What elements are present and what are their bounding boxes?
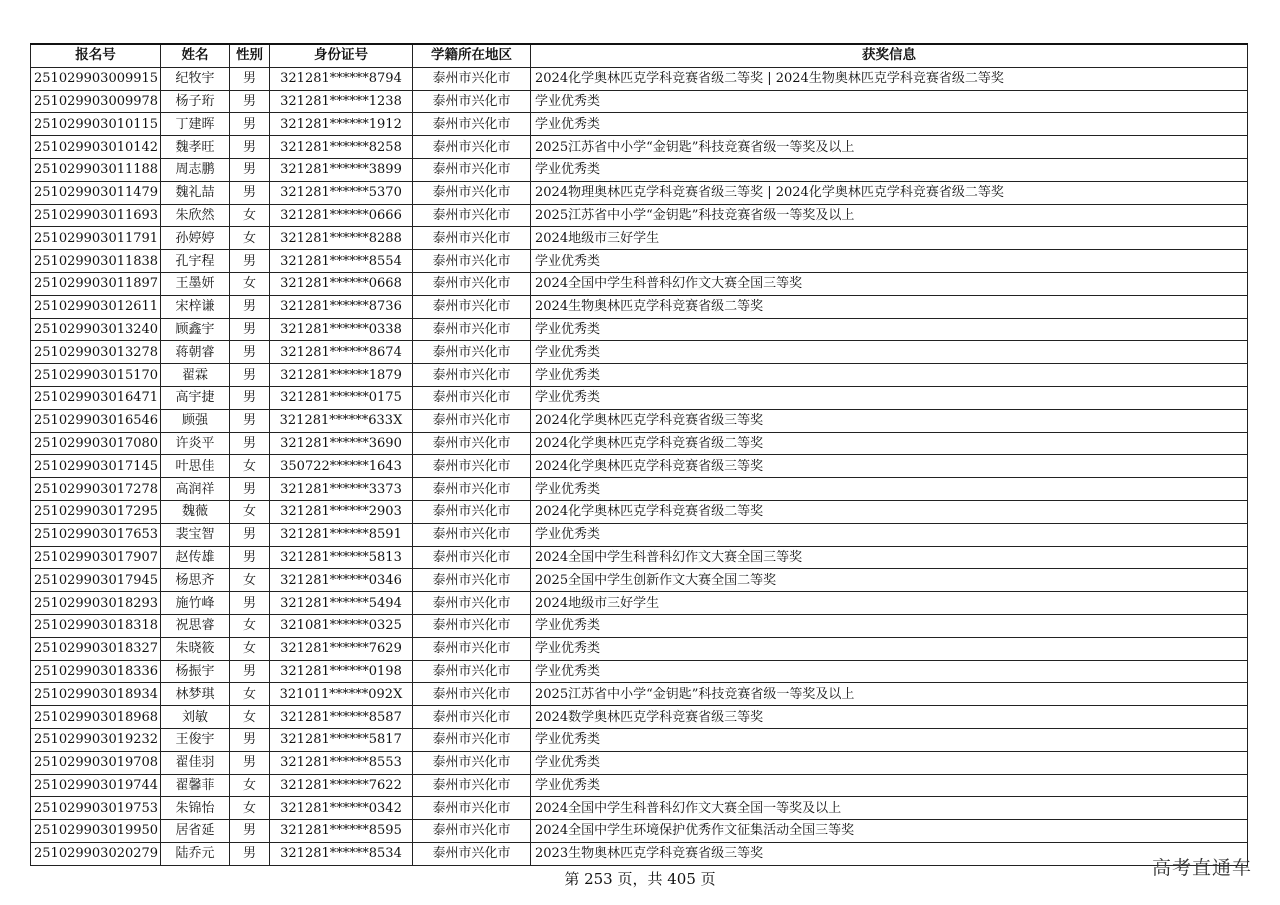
region-cell: 泰州市兴化市 <box>413 455 531 478</box>
registration-number-cell: 251029903018968 <box>31 706 161 729</box>
header-row <box>31 44 1248 67</box>
table-body <box>31 67 1248 865</box>
registration-number-cell: 251029903019232 <box>31 728 161 751</box>
award-info-cell: 学业优秀类 <box>531 318 1248 341</box>
award-info-cell: 2024数学奥林匹克学科竞赛省级三等奖 <box>531 706 1248 729</box>
table-row <box>31 842 1248 865</box>
gender-cell: 男 <box>230 546 270 569</box>
name-cell: 孙婷婷 <box>161 227 230 250</box>
id-card-cell: 321281******3899 <box>270 158 413 181</box>
region-cell: 泰州市兴化市 <box>413 478 531 501</box>
award-info-cell: 学业优秀类 <box>531 158 1248 181</box>
gender-cell: 男 <box>230 250 270 273</box>
gender-cell: 男 <box>230 478 270 501</box>
award-info-cell: 2024物理奥林匹克学科竞赛省级三等奖 | 2024化学奥林匹克学科竞赛省级二等奖 <box>531 181 1248 204</box>
region-cell: 泰州市兴化市 <box>413 318 531 341</box>
gender-cell: 女 <box>230 683 270 706</box>
region-cell: 泰州市兴化市 <box>413 295 531 318</box>
gender-cell: 女 <box>230 706 270 729</box>
gender-cell: 女 <box>230 774 270 797</box>
id-card-cell: 321281******2903 <box>270 500 413 523</box>
id-card-cell: 321281******8674 <box>270 341 413 364</box>
header-name: 姓名 <box>161 44 230 67</box>
gender-cell: 女 <box>230 569 270 592</box>
region-cell: 泰州市兴化市 <box>413 409 531 432</box>
id-card-cell: 321281******0668 <box>270 272 413 295</box>
region-cell: 泰州市兴化市 <box>413 113 531 136</box>
gender-cell: 男 <box>230 295 270 318</box>
gender-cell: 女 <box>230 614 270 637</box>
table-row <box>31 204 1248 227</box>
gender-cell: 男 <box>230 592 270 615</box>
gender-cell: 男 <box>230 341 270 364</box>
award-info-cell: 学业优秀类 <box>531 113 1248 136</box>
award-info-cell: 2024全国中学生环境保护优秀作文征集活动全国三等奖 <box>531 820 1248 843</box>
id-card-cell: 321011******092X <box>270 683 413 706</box>
name-cell: 居省延 <box>161 820 230 843</box>
region-cell: 泰州市兴化市 <box>413 683 531 706</box>
name-cell: 王墨妍 <box>161 272 230 295</box>
header-region: 学籍所在地区 <box>413 44 531 67</box>
region-cell: 泰州市兴化市 <box>413 569 531 592</box>
gender-cell: 男 <box>230 386 270 409</box>
registration-number-cell: 251029903011188 <box>31 158 161 181</box>
gender-cell: 女 <box>230 455 270 478</box>
name-cell: 顾鑫宇 <box>161 318 230 341</box>
table-header <box>31 44 1248 67</box>
award-info-cell: 学业优秀类 <box>531 728 1248 751</box>
region-cell: 泰州市兴化市 <box>413 614 531 637</box>
id-card-cell: 321281******5494 <box>270 592 413 615</box>
table-row <box>31 546 1248 569</box>
region-cell: 泰州市兴化市 <box>413 728 531 751</box>
id-card-cell: 321281******8794 <box>270 67 413 90</box>
award-info-cell: 2024化学奥林匹克学科竞赛省级二等奖 <box>531 432 1248 455</box>
gender-cell: 男 <box>230 318 270 341</box>
award-info-cell: 2024化学奥林匹克学科竞赛省级二等奖 <box>531 500 1248 523</box>
table-row <box>31 295 1248 318</box>
table-row <box>31 523 1248 546</box>
region-cell: 泰州市兴化市 <box>413 523 531 546</box>
table-row <box>31 364 1248 387</box>
award-info-cell: 学业优秀类 <box>531 523 1248 546</box>
table-row <box>31 113 1248 136</box>
gender-cell: 女 <box>230 637 270 660</box>
award-info-cell: 学业优秀类 <box>531 637 1248 660</box>
registration-number-cell: 251029903015170 <box>31 364 161 387</box>
header-gender: 性别 <box>230 44 270 67</box>
table-row <box>31 250 1248 273</box>
table-row <box>31 158 1248 181</box>
table-row <box>31 318 1248 341</box>
region-cell: 泰州市兴化市 <box>413 751 531 774</box>
id-card-cell: 321281******0342 <box>270 797 413 820</box>
name-cell: 顾强 <box>161 409 230 432</box>
name-cell: 赵传雄 <box>161 546 230 569</box>
id-card-cell: 321281******0666 <box>270 204 413 227</box>
award-info-cell: 学业优秀类 <box>531 250 1248 273</box>
registration-number-cell: 251029903012611 <box>31 295 161 318</box>
name-cell: 祝思睿 <box>161 614 230 637</box>
award-info-cell: 2024化学奥林匹克学科竞赛省级三等奖 <box>531 455 1248 478</box>
watermark: 高考直通车 <box>1151 857 1252 879</box>
award-info-cell: 2025江苏省中小学“金钥匙”科技竞赛省级一等奖及以上 <box>531 136 1248 159</box>
name-cell: 朱欣然 <box>161 204 230 227</box>
name-cell: 孔宇程 <box>161 250 230 273</box>
name-cell: 朱晓筱 <box>161 637 230 660</box>
award-info-cell: 2025江苏省中小学“金钥匙”科技竞赛省级一等奖及以上 <box>531 683 1248 706</box>
name-cell: 魏礼喆 <box>161 181 230 204</box>
id-card-cell: 321281******8534 <box>270 842 413 865</box>
award-info-cell: 2025全国中学生创新作文大赛全国二等奖 <box>531 569 1248 592</box>
table-row <box>31 614 1248 637</box>
id-card-cell: 321281******7622 <box>270 774 413 797</box>
award-info-cell: 2024化学奥林匹克学科竞赛省级二等奖 | 2024生物奥林匹克学科竞赛省级二等奖 <box>531 67 1248 90</box>
table-row <box>31 728 1248 751</box>
registration-number-cell: 251029903011791 <box>31 227 161 250</box>
award-info-cell: 2024地级市三好学生 <box>531 592 1248 615</box>
registration-number-cell: 251029903011838 <box>31 250 161 273</box>
award-info-cell: 2024全国中学生科普科幻作文大赛全国三等奖 <box>531 546 1248 569</box>
registration-number-cell: 251029903011897 <box>31 272 161 295</box>
region-cell: 泰州市兴化市 <box>413 158 531 181</box>
award-info-cell: 学业优秀类 <box>531 751 1248 774</box>
gender-cell: 女 <box>230 500 270 523</box>
table-row <box>31 432 1248 455</box>
region-cell: 泰州市兴化市 <box>413 592 531 615</box>
id-card-cell: 321281******8553 <box>270 751 413 774</box>
registration-number-cell: 251029903009915 <box>31 67 161 90</box>
gender-cell: 男 <box>230 158 270 181</box>
registration-number-cell: 251029903018336 <box>31 660 161 683</box>
id-card-cell: 321281******1238 <box>270 90 413 113</box>
award-info-cell: 2024化学奥林匹克学科竞赛省级三等奖 <box>531 409 1248 432</box>
id-card-cell: 321281******8595 <box>270 820 413 843</box>
id-card-cell: 350722******1643 <box>270 455 413 478</box>
registration-number-cell: 251029903019950 <box>31 820 161 843</box>
registration-number-cell: 251029903010142 <box>31 136 161 159</box>
name-cell: 刘敏 <box>161 706 230 729</box>
name-cell: 宋梓谦 <box>161 295 230 318</box>
award-info-cell: 学业优秀类 <box>531 478 1248 501</box>
id-card-cell: 321081******0325 <box>270 614 413 637</box>
table-row <box>31 136 1248 159</box>
id-card-cell: 321281******0175 <box>270 386 413 409</box>
id-card-cell: 321281******3690 <box>270 432 413 455</box>
registration-number-cell: 251029903011479 <box>31 181 161 204</box>
region-cell: 泰州市兴化市 <box>413 660 531 683</box>
table-row <box>31 67 1248 90</box>
region-cell: 泰州市兴化市 <box>413 842 531 865</box>
name-cell: 施竹峰 <box>161 592 230 615</box>
award-info-cell: 2024全国中学生科普科幻作文大赛全国三等奖 <box>531 272 1248 295</box>
table-row <box>31 90 1248 113</box>
registration-number-cell: 251029903019753 <box>31 797 161 820</box>
name-cell: 林梦琪 <box>161 683 230 706</box>
id-card-cell: 321281******633X <box>270 409 413 432</box>
registration-number-cell: 251029903017907 <box>31 546 161 569</box>
region-cell: 泰州市兴化市 <box>413 637 531 660</box>
name-cell: 叶思佳 <box>161 455 230 478</box>
name-cell: 翟馨菲 <box>161 774 230 797</box>
id-card-cell: 321281******8258 <box>270 136 413 159</box>
name-cell: 魏薇 <box>161 500 230 523</box>
table-row <box>31 272 1248 295</box>
gender-cell: 男 <box>230 728 270 751</box>
id-card-cell: 321281******0338 <box>270 318 413 341</box>
gender-cell: 女 <box>230 204 270 227</box>
name-cell: 许炎平 <box>161 432 230 455</box>
table-row <box>31 592 1248 615</box>
award-info-cell: 2024全国中学生科普科幻作文大赛全国一等奖及以上 <box>531 797 1248 820</box>
name-cell: 翟霖 <box>161 364 230 387</box>
name-cell: 裴宝智 <box>161 523 230 546</box>
registration-number-cell: 251029903017945 <box>31 569 161 592</box>
registration-number-cell: 251029903020279 <box>31 842 161 865</box>
gender-cell: 男 <box>230 67 270 90</box>
table-row <box>31 774 1248 797</box>
table-row <box>31 227 1248 250</box>
id-card-cell: 321281******1879 <box>270 364 413 387</box>
id-card-cell: 321281******8591 <box>270 523 413 546</box>
region-cell: 泰州市兴化市 <box>413 250 531 273</box>
region-cell: 泰州市兴化市 <box>413 90 531 113</box>
registration-number-cell: 251029903017278 <box>31 478 161 501</box>
registration-number-cell: 251029903018327 <box>31 637 161 660</box>
registration-number-cell: 251029903009978 <box>31 90 161 113</box>
name-cell: 杨子珩 <box>161 90 230 113</box>
id-card-cell: 321281******5813 <box>270 546 413 569</box>
table-row <box>31 820 1248 843</box>
id-card-cell: 321281******8587 <box>270 706 413 729</box>
registration-number-cell: 251029903017295 <box>31 500 161 523</box>
gender-cell: 男 <box>230 523 270 546</box>
award-info-cell: 2023生物奥林匹克学科竞赛省级三等奖 <box>531 842 1248 865</box>
region-cell: 泰州市兴化市 <box>413 272 531 295</box>
registration-number-cell: 251029903013278 <box>31 341 161 364</box>
gender-cell: 男 <box>230 432 270 455</box>
gender-cell: 男 <box>230 136 270 159</box>
award-info-cell: 2025江苏省中小学“金钥匙”科技竞赛省级一等奖及以上 <box>531 204 1248 227</box>
table-row <box>31 455 1248 478</box>
gender-cell: 男 <box>230 90 270 113</box>
region-cell: 泰州市兴化市 <box>413 341 531 364</box>
id-card-cell: 321281******0346 <box>270 569 413 592</box>
registration-number-cell: 251029903019708 <box>31 751 161 774</box>
gender-cell: 男 <box>230 113 270 136</box>
id-card-cell: 321281******0198 <box>270 660 413 683</box>
gender-cell: 男 <box>230 181 270 204</box>
id-card-cell: 321281******7629 <box>270 637 413 660</box>
registration-number-cell: 251029903017080 <box>31 432 161 455</box>
region-cell: 泰州市兴化市 <box>413 774 531 797</box>
header-award-info: 获奖信息 <box>531 44 1248 67</box>
gender-cell: 男 <box>230 751 270 774</box>
table-row <box>31 478 1248 501</box>
region-cell: 泰州市兴化市 <box>413 181 531 204</box>
region-cell: 泰州市兴化市 <box>413 706 531 729</box>
table-row <box>31 797 1248 820</box>
id-card-cell: 321281******8288 <box>270 227 413 250</box>
awards-table <box>30 43 1248 866</box>
award-info-cell: 学业优秀类 <box>531 614 1248 637</box>
id-card-cell: 321281******3373 <box>270 478 413 501</box>
registration-number-cell: 251029903018318 <box>31 614 161 637</box>
gender-cell: 女 <box>230 797 270 820</box>
registration-number-cell: 251029903010115 <box>31 113 161 136</box>
header-id-card: 身份证号 <box>270 44 413 67</box>
registration-number-cell: 251029903019744 <box>31 774 161 797</box>
name-cell: 周志鹏 <box>161 158 230 181</box>
id-card-cell: 321281******8554 <box>270 250 413 273</box>
registration-number-cell: 251029903017653 <box>31 523 161 546</box>
table-row <box>31 660 1248 683</box>
registration-number-cell: 251029903016546 <box>31 409 161 432</box>
table-row <box>31 341 1248 364</box>
region-cell: 泰州市兴化市 <box>413 432 531 455</box>
award-info-cell: 学业优秀类 <box>531 90 1248 113</box>
registration-number-cell: 251029903011693 <box>31 204 161 227</box>
name-cell: 魏孝旺 <box>161 136 230 159</box>
region-cell: 泰州市兴化市 <box>413 136 531 159</box>
name-cell: 高润祥 <box>161 478 230 501</box>
region-cell: 泰州市兴化市 <box>413 227 531 250</box>
table-row <box>31 683 1248 706</box>
table-row <box>31 409 1248 432</box>
table-row <box>31 500 1248 523</box>
award-info-cell: 学业优秀类 <box>531 386 1248 409</box>
region-cell: 泰州市兴化市 <box>413 500 531 523</box>
gender-cell: 男 <box>230 364 270 387</box>
region-cell: 泰州市兴化市 <box>413 820 531 843</box>
award-info-cell: 2024生物奥林匹克学科竞赛省级二等奖 <box>531 295 1248 318</box>
name-cell: 翟佳羽 <box>161 751 230 774</box>
registration-number-cell: 251029903013240 <box>31 318 161 341</box>
registration-number-cell: 251029903018293 <box>31 592 161 615</box>
page-number: 第 253 页，共 405 页 <box>564 870 716 888</box>
id-card-cell: 321281******1912 <box>270 113 413 136</box>
id-card-cell: 321281******5817 <box>270 728 413 751</box>
header-registration-number: 报名号 <box>31 44 161 67</box>
region-cell: 泰州市兴化市 <box>413 67 531 90</box>
table-row <box>31 181 1248 204</box>
id-card-cell: 321281******8736 <box>270 295 413 318</box>
name-cell: 王俊宇 <box>161 728 230 751</box>
table-row <box>31 706 1248 729</box>
gender-cell: 男 <box>230 820 270 843</box>
table-row <box>31 637 1248 660</box>
table-row <box>31 569 1248 592</box>
award-info-cell: 学业优秀类 <box>531 660 1248 683</box>
name-cell: 蒋朝睿 <box>161 341 230 364</box>
award-info-cell: 学业优秀类 <box>531 364 1248 387</box>
name-cell: 高宇捷 <box>161 386 230 409</box>
table-row <box>31 386 1248 409</box>
name-cell: 朱锦怡 <box>161 797 230 820</box>
gender-cell: 男 <box>230 842 270 865</box>
name-cell: 纪牧宇 <box>161 67 230 90</box>
region-cell: 泰州市兴化市 <box>413 364 531 387</box>
award-info-cell: 2024地级市三好学生 <box>531 227 1248 250</box>
region-cell: 泰州市兴化市 <box>413 204 531 227</box>
region-cell: 泰州市兴化市 <box>413 797 531 820</box>
gender-cell: 女 <box>230 272 270 295</box>
gender-cell: 男 <box>230 660 270 683</box>
award-info-cell: 学业优秀类 <box>531 341 1248 364</box>
table-row <box>31 751 1248 774</box>
id-card-cell: 321281******5370 <box>270 181 413 204</box>
name-cell: 陆乔元 <box>161 842 230 865</box>
region-cell: 泰州市兴化市 <box>413 386 531 409</box>
gender-cell: 女 <box>230 227 270 250</box>
region-cell: 泰州市兴化市 <box>413 546 531 569</box>
registration-number-cell: 251029903017145 <box>31 455 161 478</box>
name-cell: 丁建晖 <box>161 113 230 136</box>
name-cell: 杨思齐 <box>161 569 230 592</box>
registration-number-cell: 251029903018934 <box>31 683 161 706</box>
registration-number-cell: 251029903016471 <box>31 386 161 409</box>
name-cell: 杨振宇 <box>161 660 230 683</box>
gender-cell: 男 <box>230 409 270 432</box>
award-info-cell: 学业优秀类 <box>531 774 1248 797</box>
